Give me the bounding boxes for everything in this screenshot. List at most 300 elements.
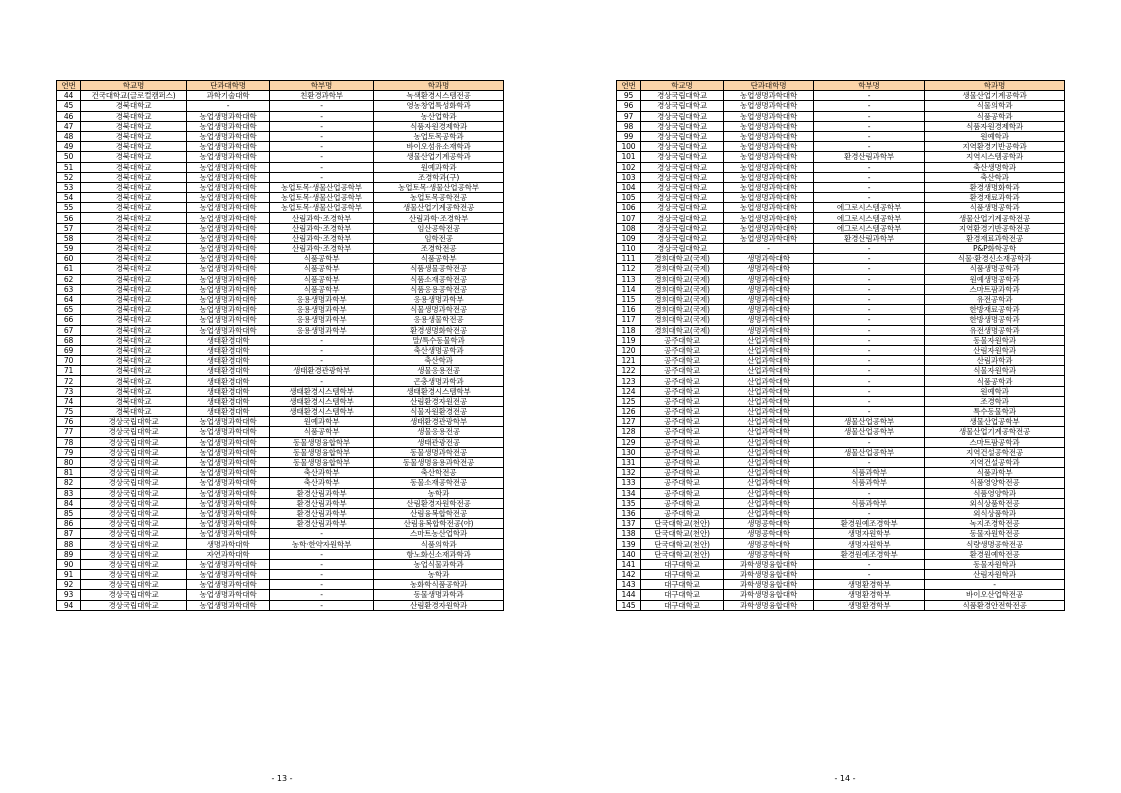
table-row bbox=[57, 244, 504, 254]
table-row bbox=[617, 427, 1065, 437]
table-row bbox=[617, 447, 1065, 457]
cell-index: 112 bbox=[617, 264, 641, 274]
cell-college: 과학생명융합대학 bbox=[724, 580, 814, 590]
cell-department: 농업토목공학전공 bbox=[374, 193, 504, 203]
table-row bbox=[617, 457, 1065, 467]
cell-department: 지역시스템공학과 bbox=[925, 152, 1065, 162]
cell-school: 경상국립대학교 bbox=[641, 172, 724, 182]
cell-department: 축산학과 bbox=[925, 172, 1065, 182]
cell-college: 농업생명과학대학 bbox=[724, 91, 814, 101]
table-row bbox=[617, 437, 1065, 447]
cell-department: 동물생명과학과 bbox=[374, 590, 504, 600]
cell-department: 식품자원경제학과 bbox=[925, 121, 1065, 131]
cell-department: 지역건설공학전공 bbox=[925, 447, 1065, 457]
cell-faculty: 에그로시스템공학부 bbox=[814, 203, 925, 213]
cell-college: 농업생명과학대학 bbox=[187, 264, 270, 274]
cell-department: 응용생명과학부 bbox=[374, 294, 504, 304]
cell-department: 영농창업특성화학과 bbox=[374, 101, 504, 111]
cell-faculty: - bbox=[814, 294, 925, 304]
cell-department: 동물자원학과 bbox=[925, 335, 1065, 345]
cell-index: 72 bbox=[57, 376, 81, 386]
cell-college: 농업생명과학대학 bbox=[724, 131, 814, 141]
cell-department: 농업토목공학과 bbox=[374, 131, 504, 141]
cell-department: 스마트팜공학과 bbox=[925, 437, 1065, 447]
cell-faculty: 농업토목·생물산업공학부 bbox=[270, 203, 374, 213]
table-row bbox=[57, 274, 504, 284]
cell-school: 공주대학교 bbox=[641, 468, 724, 478]
cell-school: 경상국립대학교 bbox=[81, 468, 187, 478]
table-row bbox=[57, 590, 504, 600]
cell-college: 농업생명과학대학 bbox=[187, 437, 270, 447]
cell-department: 바이오산업학전공 bbox=[925, 590, 1065, 600]
cell-index: 44 bbox=[57, 91, 81, 101]
cell-department: 농업토목·생물산업공학부 bbox=[374, 182, 504, 192]
table-row bbox=[617, 335, 1065, 345]
table-row bbox=[57, 233, 504, 243]
cell-faculty: - bbox=[270, 600, 374, 610]
table-row bbox=[617, 356, 1065, 366]
cell-school: 공주대학교 bbox=[641, 437, 724, 447]
table-row bbox=[617, 478, 1065, 488]
table-row bbox=[617, 305, 1065, 315]
cell-faculty: - bbox=[814, 305, 925, 315]
cell-index: 126 bbox=[617, 407, 641, 417]
cell-school: 경북대학교 bbox=[81, 213, 187, 223]
cell-department: 녹지조경학전공 bbox=[925, 519, 1065, 529]
cell-college: 생명과학대학 bbox=[724, 325, 814, 335]
cell-index: 98 bbox=[617, 121, 641, 131]
cell-department: P&P화학공학 bbox=[925, 244, 1065, 254]
cell-department: 식물의학과 bbox=[925, 101, 1065, 111]
table-row bbox=[617, 152, 1065, 162]
cell-school: 경희대학교(국제) bbox=[641, 294, 724, 304]
cell-college: 산업과학대학 bbox=[724, 345, 814, 355]
cell-faculty: 생물산업공학부 bbox=[814, 447, 925, 457]
cell-school: 경북대학교 bbox=[81, 305, 187, 315]
table-row bbox=[617, 559, 1065, 569]
cell-college: 과학생명융합대학 bbox=[724, 559, 814, 569]
cell-faculty: 에그로시스템공학부 bbox=[814, 213, 925, 223]
table-row bbox=[57, 468, 504, 478]
cell-department: 한방재료공학과 bbox=[925, 305, 1065, 315]
cell-college: 농업생명과학대학 bbox=[187, 417, 270, 427]
cell-faculty: 동물생명융합학부 bbox=[270, 457, 374, 467]
cell-faculty: - bbox=[814, 457, 925, 467]
cell-index: 58 bbox=[57, 233, 81, 243]
table-row bbox=[617, 172, 1065, 182]
cell-college: 생명공학대학 bbox=[724, 539, 814, 549]
cell-college: 농업생명과학대학 bbox=[187, 529, 270, 539]
cell-department: 식품공학과 bbox=[925, 376, 1065, 386]
cell-college: 생태환경대학 bbox=[187, 376, 270, 386]
cell-faculty: 친환경과학부 bbox=[270, 91, 374, 101]
cell-school: 건국대학교(글로컬캠퍼스) bbox=[81, 91, 187, 101]
table-row bbox=[57, 570, 504, 580]
cell-school: 경북대학교 bbox=[81, 131, 187, 141]
cell-index: 48 bbox=[57, 131, 81, 141]
cell-school: 공주대학교 bbox=[641, 498, 724, 508]
cell-department: 조경학과(구) bbox=[374, 172, 504, 182]
cell-college: 산업과학대학 bbox=[724, 488, 814, 498]
cell-school: 경북대학교 bbox=[81, 335, 187, 345]
cell-department: 식품영양학전공 bbox=[925, 478, 1065, 488]
cell-faculty: 응용생명과학부 bbox=[270, 294, 374, 304]
cell-faculty: - bbox=[814, 325, 925, 335]
cell-index: 66 bbox=[57, 315, 81, 325]
cell-index: 115 bbox=[617, 294, 641, 304]
cell-school: 경북대학교 bbox=[81, 386, 187, 396]
cell-school: 경북대학교 bbox=[81, 264, 187, 274]
table-row bbox=[617, 121, 1065, 131]
table-row bbox=[57, 254, 504, 264]
table-row bbox=[617, 498, 1065, 508]
cell-school: 경상국립대학교 bbox=[641, 101, 724, 111]
cell-college: 농업생명과학대학 bbox=[187, 111, 270, 121]
cell-department: 식물생명과학전공 bbox=[374, 305, 504, 315]
table-row bbox=[617, 386, 1065, 396]
cell-college: 산업과학대학 bbox=[724, 437, 814, 447]
cell-faculty: - bbox=[270, 580, 374, 590]
cell-school: 경상국립대학교 bbox=[81, 447, 187, 457]
table-row bbox=[617, 162, 1065, 172]
cell-school: 경희대학교(국제) bbox=[641, 315, 724, 325]
table-row bbox=[617, 396, 1065, 406]
cell-index: 81 bbox=[57, 468, 81, 478]
table-row bbox=[57, 91, 504, 101]
cell-faculty: 환경산림과학부 bbox=[270, 519, 374, 529]
cell-department: 조경학전공 bbox=[374, 244, 504, 254]
cell-school: 경상국립대학교 bbox=[641, 213, 724, 223]
table-row bbox=[617, 345, 1065, 355]
cell-department: 식품응용공학전공 bbox=[374, 284, 504, 294]
cell-college: 생태환경대학 bbox=[187, 386, 270, 396]
cell-department: 생물산업기계공학과 bbox=[925, 91, 1065, 101]
cell-index: 68 bbox=[57, 335, 81, 345]
cell-department: 식품생명공학과 bbox=[925, 203, 1065, 213]
cell-school: 경북대학교 bbox=[81, 203, 187, 213]
cell-college: 농업생명과학대학 bbox=[724, 193, 814, 203]
cell-index: 125 bbox=[617, 396, 641, 406]
cell-department: 식품의학과 bbox=[374, 539, 504, 549]
cell-college: 농업생명과학대학 bbox=[724, 152, 814, 162]
cell-school: 공주대학교 bbox=[641, 447, 724, 457]
cell-department: 특수동물학과 bbox=[925, 407, 1065, 417]
table-row bbox=[617, 213, 1065, 223]
cell-college: 과학생명융합대학 bbox=[724, 590, 814, 600]
cell-school: 경상국립대학교 bbox=[81, 478, 187, 488]
cell-college: 농업생명과학대학 bbox=[187, 274, 270, 284]
cell-index: 93 bbox=[57, 590, 81, 600]
cell-college: 농업생명과학대학 bbox=[724, 223, 814, 233]
cell-department: 식품과학부 bbox=[925, 468, 1065, 478]
table-row bbox=[57, 294, 504, 304]
table-row bbox=[57, 131, 504, 141]
cell-school: 경상국립대학교 bbox=[641, 193, 724, 203]
cell-index: 114 bbox=[617, 284, 641, 294]
cell-college: 산업과학대학 bbox=[724, 366, 814, 376]
cell-school: 경북대학교 bbox=[81, 182, 187, 192]
cell-college: 농업생명과학대학 bbox=[187, 570, 270, 580]
cell-faculty: - bbox=[270, 152, 374, 162]
cell-school: 경상국립대학교 bbox=[81, 580, 187, 590]
cell-college: 산업과학대학 bbox=[724, 447, 814, 457]
table-header-row bbox=[617, 81, 1065, 91]
cell-index: 94 bbox=[57, 600, 81, 610]
cell-index: 67 bbox=[57, 325, 81, 335]
cell-faculty: - bbox=[814, 508, 925, 518]
cell-school: 단국대학교(천안) bbox=[641, 529, 724, 539]
cell-department: 동물자원학전공 bbox=[925, 529, 1065, 539]
table-row bbox=[617, 203, 1065, 213]
cell-index: 87 bbox=[57, 529, 81, 539]
cell-school: 경북대학교 bbox=[81, 162, 187, 172]
cell-faculty: 축산과학부 bbox=[270, 478, 374, 488]
cell-college: 산업과학대학 bbox=[724, 457, 814, 467]
cell-department: 원예학과 bbox=[925, 386, 1065, 396]
cell-faculty: - bbox=[814, 386, 925, 396]
table-row bbox=[617, 519, 1065, 529]
cell-index: 56 bbox=[57, 213, 81, 223]
table-row bbox=[57, 315, 504, 325]
cell-college: 산업과학대학 bbox=[724, 356, 814, 366]
cell-index: 62 bbox=[57, 274, 81, 284]
table-row bbox=[57, 325, 504, 335]
cell-index: 109 bbox=[617, 233, 641, 243]
cell-department: 농화학식품공학과 bbox=[374, 580, 504, 590]
cell-faculty: 환경산림과학부 bbox=[814, 233, 925, 243]
cell-index: 119 bbox=[617, 335, 641, 345]
cell-faculty: - bbox=[270, 172, 374, 182]
cell-school: 공주대학교 bbox=[641, 407, 724, 417]
table-row bbox=[617, 570, 1065, 580]
cell-index: 122 bbox=[617, 366, 641, 376]
cell-faculty: - bbox=[814, 356, 925, 366]
cell-school: 대구대학교 bbox=[641, 559, 724, 569]
cell-faculty: - bbox=[814, 172, 925, 182]
cell-index: 134 bbox=[617, 488, 641, 498]
cell-index: 88 bbox=[57, 539, 81, 549]
table-row bbox=[57, 182, 504, 192]
table-row bbox=[57, 407, 504, 417]
cell-college: 농업생명과학대학 bbox=[187, 131, 270, 141]
table-row bbox=[57, 437, 504, 447]
cell-faculty: - bbox=[814, 407, 925, 417]
cell-index: 57 bbox=[57, 223, 81, 233]
table-row bbox=[617, 417, 1065, 427]
cell-school: 경상국립대학교 bbox=[641, 244, 724, 254]
cell-department: 식품환경안전학전공 bbox=[925, 600, 1065, 610]
table-row bbox=[57, 396, 504, 406]
cell-faculty: 식품과학부 bbox=[814, 468, 925, 478]
cell-school: 경상국립대학교 bbox=[81, 498, 187, 508]
cell-index: 117 bbox=[617, 315, 641, 325]
cell-index: 102 bbox=[617, 162, 641, 172]
table-row bbox=[617, 407, 1065, 417]
cell-index: 51 bbox=[57, 162, 81, 172]
table-row bbox=[57, 559, 504, 569]
cell-college: - bbox=[187, 101, 270, 111]
cell-department: 동물생명융용과학전공 bbox=[374, 457, 504, 467]
cell-college: 농업생명과학대학 bbox=[187, 182, 270, 192]
cell-college: 농업생명과학대학 bbox=[187, 580, 270, 590]
cell-college: 농업생명과학대학 bbox=[724, 182, 814, 192]
cell-school: 경상국립대학교 bbox=[81, 570, 187, 580]
cell-index: 101 bbox=[617, 152, 641, 162]
cell-school: 경희대학교(국제) bbox=[641, 305, 724, 315]
cell-department: 녹색환경시스템전공 bbox=[374, 91, 504, 101]
cell-faculty: 생태환경시스템학부 bbox=[270, 386, 374, 396]
cell-school: 경상국립대학교 bbox=[81, 549, 187, 559]
cell-school: 경상국립대학교 bbox=[81, 539, 187, 549]
cell-faculty: - bbox=[270, 142, 374, 152]
cell-index: 52 bbox=[57, 172, 81, 182]
cell-index: 145 bbox=[617, 600, 641, 610]
cell-college: 생명과학대학 bbox=[724, 315, 814, 325]
cell-faculty: - bbox=[270, 570, 374, 580]
cell-index: 53 bbox=[57, 182, 81, 192]
cell-faculty: - bbox=[814, 244, 925, 254]
cell-college: 생명공학대학 bbox=[724, 519, 814, 529]
table-row bbox=[617, 142, 1065, 152]
cell-school: 경희대학교(국제) bbox=[641, 264, 724, 274]
cell-index: 69 bbox=[57, 345, 81, 355]
table-row bbox=[57, 111, 504, 121]
cell-department: 농업식물과학과 bbox=[374, 559, 504, 569]
cell-faculty: 농업토목·생물산업공학부 bbox=[270, 193, 374, 203]
cell-school: 경희대학교(국제) bbox=[641, 325, 724, 335]
cell-school: 경북대학교 bbox=[81, 172, 187, 182]
cell-college: 산업과학대학 bbox=[724, 386, 814, 396]
cell-faculty: - bbox=[270, 111, 374, 121]
cell-faculty: 식품공학부 bbox=[270, 254, 374, 264]
cell-school: 경상국립대학교 bbox=[641, 91, 724, 101]
cell-college: 생태환경대학 bbox=[187, 366, 270, 376]
cell-school: 경북대학교 bbox=[81, 152, 187, 162]
cell-school: 경북대학교 bbox=[81, 407, 187, 417]
cell-index: 121 bbox=[617, 356, 641, 366]
cell-college: 산업과학대학 bbox=[724, 478, 814, 488]
table-row bbox=[617, 549, 1065, 559]
cell-faculty: - bbox=[814, 315, 925, 325]
cell-college: 생태환경대학 bbox=[187, 356, 270, 366]
table-row bbox=[617, 315, 1065, 325]
cell-faculty: 환경산림과학부 bbox=[270, 488, 374, 498]
table-row bbox=[57, 457, 504, 467]
cell-school: 경북대학교 bbox=[81, 142, 187, 152]
page-number-right: - 14 - bbox=[834, 774, 856, 783]
cell-college: 농업생명과학대학 bbox=[724, 162, 814, 172]
cell-school: 경상국립대학교 bbox=[81, 508, 187, 518]
table-row bbox=[57, 162, 504, 172]
table-row bbox=[617, 539, 1065, 549]
cell-department: 생물산업기계공학전공 bbox=[925, 427, 1065, 437]
header-college: 단과대학명 bbox=[724, 81, 814, 91]
cell-index: 59 bbox=[57, 244, 81, 254]
cell-college: 농업생명과학대학 bbox=[187, 478, 270, 488]
cell-index: 86 bbox=[57, 519, 81, 529]
cell-college: 농업생명과학대학 bbox=[187, 559, 270, 569]
cell-college: 생태환경대학 bbox=[187, 407, 270, 417]
cell-school: 경북대학교 bbox=[81, 325, 187, 335]
cell-department: 환경원예학전공 bbox=[925, 549, 1065, 559]
cell-index: 128 bbox=[617, 427, 641, 437]
table-row bbox=[617, 264, 1065, 274]
cell-college: 농업생명과학대학 bbox=[187, 305, 270, 315]
cell-faculty: 생명환경학부 bbox=[814, 590, 925, 600]
cell-college: 농업생명과학대학 bbox=[187, 203, 270, 213]
cell-index: 140 bbox=[617, 549, 641, 559]
cell-index: 113 bbox=[617, 274, 641, 284]
cell-department: 농산업학과 bbox=[374, 111, 504, 121]
cell-faculty: - bbox=[270, 101, 374, 111]
cell-school: 경북대학교 bbox=[81, 315, 187, 325]
table-row bbox=[617, 131, 1065, 141]
table-row bbox=[57, 121, 504, 131]
cell-department: 환경재료과학전공 bbox=[925, 233, 1065, 243]
cell-college: 농업생명과학대학 bbox=[187, 519, 270, 529]
cell-faculty: - bbox=[270, 376, 374, 386]
cell-college: 농업생명과학대학 bbox=[724, 101, 814, 111]
cell-college: 산업과학대학 bbox=[724, 417, 814, 427]
cell-index: 99 bbox=[617, 131, 641, 141]
cell-school: 경상국립대학교 bbox=[641, 121, 724, 131]
cell-department: 산림환경자원전공 bbox=[374, 396, 504, 406]
cell-college: 과학생명융합대학 bbox=[724, 600, 814, 610]
cell-index: 118 bbox=[617, 325, 641, 335]
cell-faculty: - bbox=[814, 131, 925, 141]
cell-faculty: - bbox=[270, 590, 374, 600]
cell-faculty: 생물산업공학부 bbox=[814, 417, 925, 427]
cell-department: 외식상품학전공 bbox=[925, 498, 1065, 508]
cell-department: 산림융복합학전공 bbox=[374, 508, 504, 518]
cell-faculty: - bbox=[814, 111, 925, 121]
cell-faculty: 응용생명과학부 bbox=[270, 325, 374, 335]
cell-faculty: - bbox=[270, 162, 374, 172]
table-row bbox=[57, 284, 504, 294]
cell-department: 생물산업기계공학전공 bbox=[925, 213, 1065, 223]
cell-department: 식품영양학과 bbox=[925, 488, 1065, 498]
cell-school: 공주대학교 bbox=[641, 366, 724, 376]
cell-index: 111 bbox=[617, 254, 641, 264]
cell-school: 경상국립대학교 bbox=[641, 182, 724, 192]
cell-faculty: 식품공학부 bbox=[270, 427, 374, 437]
cell-school: 경북대학교 bbox=[81, 345, 187, 355]
cell-faculty: - bbox=[814, 91, 925, 101]
cell-faculty: 농업토목·생물산업공학부 bbox=[270, 182, 374, 192]
cell-index: 77 bbox=[57, 427, 81, 437]
cell-college: 산업과학대학 bbox=[724, 468, 814, 478]
table-row bbox=[57, 539, 504, 549]
cell-faculty: - bbox=[814, 366, 925, 376]
cell-index: 108 bbox=[617, 223, 641, 233]
cell-department: 산림과학과 bbox=[925, 356, 1065, 366]
table-row bbox=[617, 488, 1065, 498]
cell-department: 식물자원학과 bbox=[925, 366, 1065, 376]
table-row bbox=[617, 274, 1065, 284]
cell-school: 공주대학교 bbox=[641, 386, 724, 396]
table-row bbox=[617, 529, 1065, 539]
cell-index: 144 bbox=[617, 590, 641, 600]
cell-school: 경상국립대학교 bbox=[81, 600, 187, 610]
cell-college: 농업생명과학대학 bbox=[187, 162, 270, 172]
cell-index: 90 bbox=[57, 559, 81, 569]
table-row bbox=[617, 223, 1065, 233]
cell-department: 식물자원환경전공 bbox=[374, 407, 504, 417]
cell-index: 75 bbox=[57, 407, 81, 417]
table-row bbox=[57, 213, 504, 223]
cell-school: 경북대학교 bbox=[81, 356, 187, 366]
cell-index: 76 bbox=[57, 417, 81, 427]
